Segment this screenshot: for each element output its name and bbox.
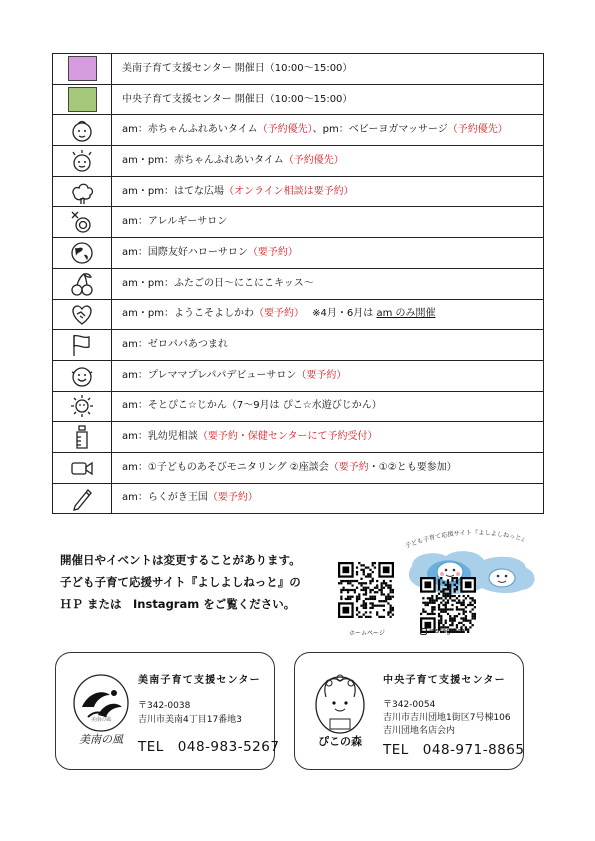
reservation-note: （予約優先）	[257, 124, 313, 136]
reservation-note: （オンライン相談は要予約）	[223, 185, 354, 197]
pencil-icon	[69, 485, 95, 511]
legend-row	[53, 391, 544, 422]
legend-row	[53, 330, 544, 361]
instagram-icon	[420, 628, 427, 635]
event-text: ※4月・6月は	[298, 308, 377, 320]
legend-text	[112, 268, 544, 299]
legend-icon-cell	[53, 238, 112, 269]
legend-icon-cell	[53, 207, 112, 238]
legend-icon-cell	[53, 268, 112, 299]
legend-text	[112, 146, 544, 177]
legend-text	[112, 360, 544, 391]
event-text: am・pm：はてな広場	[122, 185, 224, 197]
legend-icon-cell	[53, 360, 112, 391]
legend-row	[53, 268, 544, 299]
sun-icon	[69, 393, 95, 419]
legend-row	[53, 238, 544, 269]
event-text: ・①②とも要参加）	[368, 461, 457, 473]
reservation-note: （予約優先）	[447, 124, 508, 136]
legend-text	[112, 54, 544, 85]
legend-text	[112, 176, 544, 207]
legend-row	[53, 176, 544, 207]
minami-center-name: 美南子育て支援センター	[138, 675, 261, 686]
cherry-icon	[69, 271, 95, 297]
event-text: am：そとぴこ☆じかん（7〜9月は ぴこ☆水遊びじかん）	[122, 400, 382, 412]
banner-text: 子ども子育て応援サイト『よしよしねっと』	[404, 529, 529, 550]
reservation-note: （要予約）	[247, 246, 298, 258]
legend-text	[112, 330, 544, 361]
notice	[60, 549, 301, 615]
event-text: am・pm：赤ちゃんふれあいタイム	[122, 154, 284, 166]
legend-row	[53, 360, 544, 391]
notice-line-2: 子ども子育て応援サイト『よしよしねっと』の	[60, 575, 301, 589]
allergy-icon	[69, 209, 95, 235]
event-text: am・pm：ようこそよしかわ	[122, 308, 254, 320]
legend-icon-cell	[53, 299, 112, 330]
event-text: am：赤ちゃんふれあいタイム	[122, 124, 258, 136]
legend-text	[112, 422, 544, 453]
reservation-note: （要予約）	[207, 492, 258, 504]
legend-icon-cell	[53, 391, 112, 422]
legend-row	[53, 207, 544, 238]
cloud-icon	[69, 179, 95, 205]
chuo-center-name: 中央子育て支援センター	[383, 675, 506, 686]
legend-row	[53, 146, 544, 177]
minami-postal-code: 〒342-0038	[138, 701, 191, 711]
reservation-note: （要予約	[328, 461, 369, 473]
green-swatch	[68, 87, 97, 112]
video-camera-icon	[69, 455, 95, 481]
legend-row	[53, 483, 544, 514]
legend-icon-cell	[53, 176, 112, 207]
event-text: am：ゼロパパあつまれ	[122, 339, 228, 351]
legend-row	[53, 54, 544, 85]
event-text: 中央子育て支援センター 開催日（10:00〜15:00）	[122, 93, 353, 105]
event-text: 美南子育て支援センター 開催日（10:00〜15:00）	[122, 62, 353, 74]
event-text: am：アレルギーサロン	[122, 216, 228, 228]
legend-text	[112, 207, 544, 238]
legend-icon-cell	[53, 483, 112, 514]
notice-line-3: ＨＰ または Instagram をご覧ください。	[60, 597, 296, 611]
baby-icon	[69, 117, 95, 143]
flag-icon	[69, 332, 95, 358]
event-text: am：乳幼児相談	[122, 431, 198, 443]
reservation-note: （要予約）	[296, 369, 347, 381]
event-text: am：①子どものあそびモニタリング ②座談会	[122, 461, 329, 473]
chuo-center-card	[294, 652, 524, 770]
event-text: am：らくがき王国	[122, 492, 208, 504]
legend-icon-cell	[53, 330, 112, 361]
piko-no-mori-logo	[307, 671, 373, 751]
legend-table	[52, 53, 544, 514]
event-text: am のみ開催	[376, 308, 436, 320]
chuo-postal-code: 〒342-0054	[383, 700, 436, 710]
instagram-qr-label: instagram	[429, 627, 465, 635]
purple-swatch	[68, 56, 97, 81]
legend-text	[112, 299, 544, 330]
homepage-qr-code[interactable]	[338, 562, 394, 618]
minami-no-kaze-logo	[68, 671, 134, 751]
legend-icon-cell	[53, 452, 112, 483]
legend-text	[112, 391, 544, 422]
legend-text	[112, 238, 544, 269]
minami-phone: TEL 048-983-5267	[138, 739, 280, 755]
reservation-note: （要予約・保健センターにて予約受付）	[197, 431, 378, 443]
notice-line-1: 開催日やイベントは変更することがあります。	[60, 553, 301, 567]
legend-text	[112, 115, 544, 146]
legend-row	[53, 115, 544, 146]
chuo-address-2: 吉川団地名店会内	[383, 726, 456, 736]
legend-icon-cell	[53, 84, 112, 115]
smiley-icon	[69, 363, 95, 389]
heart-handshake-icon	[69, 301, 95, 327]
reservation-note: （要予約）	[253, 308, 299, 320]
baby-sparkle-icon	[69, 148, 95, 174]
legend-text	[112, 483, 544, 514]
svg-text:美南の風: 美南の風	[79, 733, 123, 746]
legend-icon-cell	[53, 54, 112, 85]
legend-row	[53, 452, 544, 483]
reservation-note: （予約優先）	[283, 154, 344, 166]
event-text: am：プレママプレパパデビューサロン	[122, 369, 297, 381]
homepage-qr-label: ホームページ	[349, 630, 385, 637]
baby-bottle-icon	[69, 424, 95, 450]
instagram-qr-code[interactable]	[420, 577, 476, 633]
event-text: am：国際友好ハローサロン	[122, 246, 248, 258]
svg-text:ぴこの森: ぴこの森	[318, 735, 362, 748]
chuo-phone: TEL 048-971-8865	[383, 742, 525, 758]
event-text: am・pm：ふたごの日〜にこにこキッス〜	[122, 277, 314, 289]
legend-text	[112, 84, 544, 115]
legend-icon-cell	[53, 146, 112, 177]
minami-address: 吉川市美南4丁目17番地3	[138, 715, 242, 725]
legend-icon-cell	[53, 115, 112, 146]
legend-text	[112, 452, 544, 483]
legend-icon-cell	[53, 422, 112, 453]
event-text: 、pm：ベビーヨガマッサージ	[312, 124, 448, 136]
svg-text:子ども子育て応援サイト『よしよしねっと』	[404, 528, 528, 549]
minami-center-card	[55, 652, 280, 770]
legend-row	[53, 84, 544, 115]
legend-row	[53, 299, 544, 330]
globe-icon	[69, 240, 95, 266]
svg-text:美南の風: 美南の風	[90, 717, 112, 723]
legend-row	[53, 422, 544, 453]
chuo-address-1: 吉川市吉川団地1街区7号棟106	[383, 713, 511, 723]
